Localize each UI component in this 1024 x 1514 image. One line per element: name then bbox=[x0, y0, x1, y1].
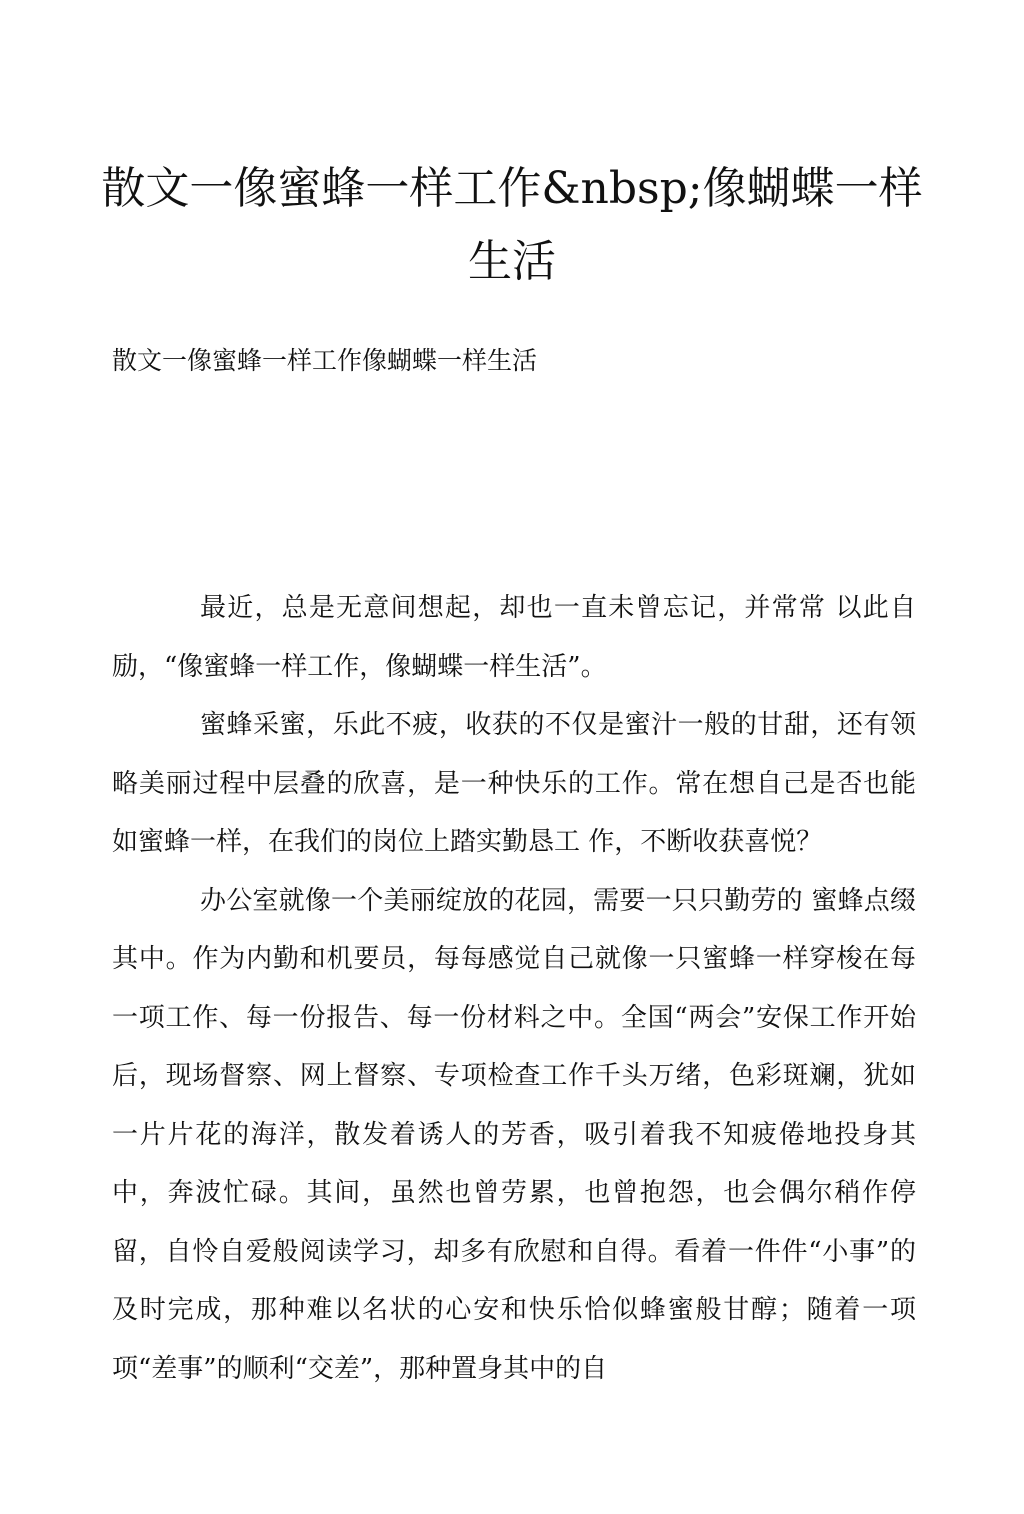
paragraph-3: 办公室就像一个美丽绽放的花园，需要一只只勤劳的 蜜蜂点缀其中。作为内勤和机要员，每每感觉自己就像一只蜜蜂一样穿梭在每一项工作、每一份报告、每一份材料之中。全国“两会”安保工作开始后，现场督察、网上督察、专项检查工作千头万绪，色彩斑斓，犹如一片片花的海洋，散发着诱人的芳香，吸引着我不知疲倦地投身其中，奔波忙碌。其间，虽然也曾劳累，也曾抱怨，也会偶尔稍作停留，自怜自爱般阅读学习，却多有欣慰和自得。看着一件件“小事”的及时完成，那种难以名状的心安和快乐恰似蜂蜜般甘醇；随着一项项“差事”的顺利“交差”，那种置身其中的自 bbox=[112, 885, 916, 1384]
document-body bbox=[112, 579, 916, 1398]
document-title: 散文一像蜜蜂一样工作&nbsp;像蝴蝶一样生活 bbox=[101, 163, 923, 287]
paragraph-1: 最近，总是无意间想起，却也一直未曾忘记，并常常 以此自励，“像蜜蜂一样工作，像蝴蝶一样生活”。 bbox=[112, 593, 916, 682]
document-subtitle: 散文一像蜜蜂一样工作像蝴蝶一样生活 bbox=[112, 346, 538, 375]
paragraph-2: 蜜蜂采蜜，乐此不疲，收获的不仅是蜜汁一般的甘甜，还有领略美丽过程中层叠的欣喜，是一种快乐的工作。常在想自己是否也能如蜜蜂一样，在我们的岗位上踏实勤恳工 作，不断收获喜悦？ bbox=[112, 710, 916, 857]
